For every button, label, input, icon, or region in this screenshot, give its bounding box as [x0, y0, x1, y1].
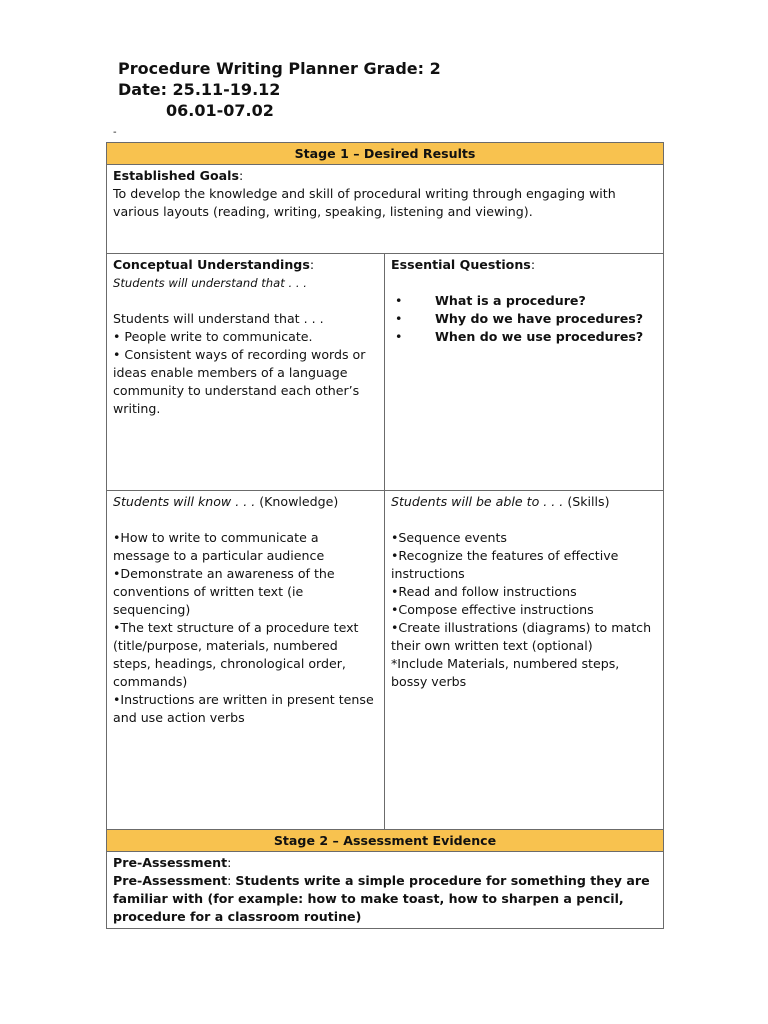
skill-item: •Read and follow instructions	[391, 584, 577, 599]
goals-text: To develop the knowledge and skill of procedural writing through engaging with various layouts (reading, writing, speaking, listening and viewing).	[113, 186, 616, 219]
list-item	[391, 310, 657, 328]
stage1-title: Stage 1 – Desired Results	[107, 143, 664, 165]
knowledge-skills-row	[107, 491, 664, 830]
pre-assessment-heading: Pre-Assessment:	[113, 855, 232, 870]
skills-lead: Students will be able to . . . (Skills)	[391, 494, 610, 509]
knowledge-item: •How to write to communicate a message to a particular audience	[113, 530, 325, 563]
stage1-header-row	[107, 143, 664, 165]
skill-item: •Compose effective instructions	[391, 602, 594, 617]
pre-assessment-row	[107, 852, 664, 929]
bullet-icon: •	[395, 293, 403, 308]
goals-heading: Established Goals:	[113, 168, 244, 183]
list-item	[391, 292, 657, 310]
conceptual-line: • People write to communicate.	[113, 329, 313, 344]
bullet-icon: •	[395, 311, 403, 326]
planner-table	[106, 142, 664, 929]
understandings-row	[107, 254, 664, 491]
essential-questions-list	[391, 292, 657, 346]
knowledge-item: •The text structure of a procedure text (title/purpose, materials, numbered steps, headings, chronological order, commands)	[113, 620, 359, 689]
planner-title: Procedure Writing Planner Grade: 2	[118, 59, 441, 78]
stage2-title: Stage 2 – Assessment Evidence	[107, 830, 664, 852]
skills-cell	[385, 491, 664, 830]
essential-questions-cell	[385, 254, 664, 491]
knowledge-item: •Demonstrate an awareness of the conventions of written text (ie sequencing)	[113, 566, 335, 617]
question-text: Why do we have procedures?	[435, 311, 644, 326]
spacer	[113, 292, 378, 310]
stray-dash-mark: -	[113, 127, 117, 138]
pre-assessment-text: Pre-Assessment: Students write a simple procedure for something they are familiar with (for example: how to make toast, how to sharpen a pencil, procedure for a classroom routine)	[113, 873, 650, 924]
conceptual-understandings-cell	[107, 254, 385, 491]
established-goals-cell	[107, 165, 664, 254]
stage2-header-row	[107, 830, 664, 852]
date-line: Date: 25.11-19.12	[118, 80, 281, 99]
knowledge-cell	[107, 491, 385, 830]
knowledge-lead: Students will know . . . (Knowledge)	[113, 494, 339, 509]
essential-heading: Essential Questions:	[391, 257, 536, 272]
skill-item: •Recognize the features of effective instructions	[391, 548, 619, 581]
skill-item: *Include Materials, numbered steps, bossy verbs	[391, 656, 620, 689]
skill-item: •Sequence events	[391, 530, 507, 545]
skill-item: •Create illustrations (diagrams) to match their own written text (optional)	[391, 620, 652, 653]
list-item	[391, 328, 657, 346]
knowledge-item: •Instructions are written in present tense and use action verbs	[113, 692, 374, 725]
date-second-line: 06.01-07.02	[166, 101, 274, 120]
question-text: What is a procedure?	[435, 293, 586, 308]
question-text: When do we use procedures?	[435, 329, 644, 344]
document-header	[118, 58, 441, 121]
spacer	[391, 274, 657, 292]
conceptual-heading: Conceptual Understandings:	[113, 257, 315, 272]
conceptual-line: • Consistent ways of recording words or ideas enable members of a language community to understand each other’s writing.	[113, 347, 366, 416]
bullet-icon: •	[395, 329, 403, 344]
spacer	[391, 511, 657, 529]
spacer	[113, 511, 378, 529]
conceptual-line: Students will understand that . . .	[113, 311, 324, 326]
goals-row	[107, 165, 664, 254]
conceptual-subheading: Students will understand that . . .	[113, 276, 307, 290]
pre-assessment-cell	[107, 852, 664, 929]
